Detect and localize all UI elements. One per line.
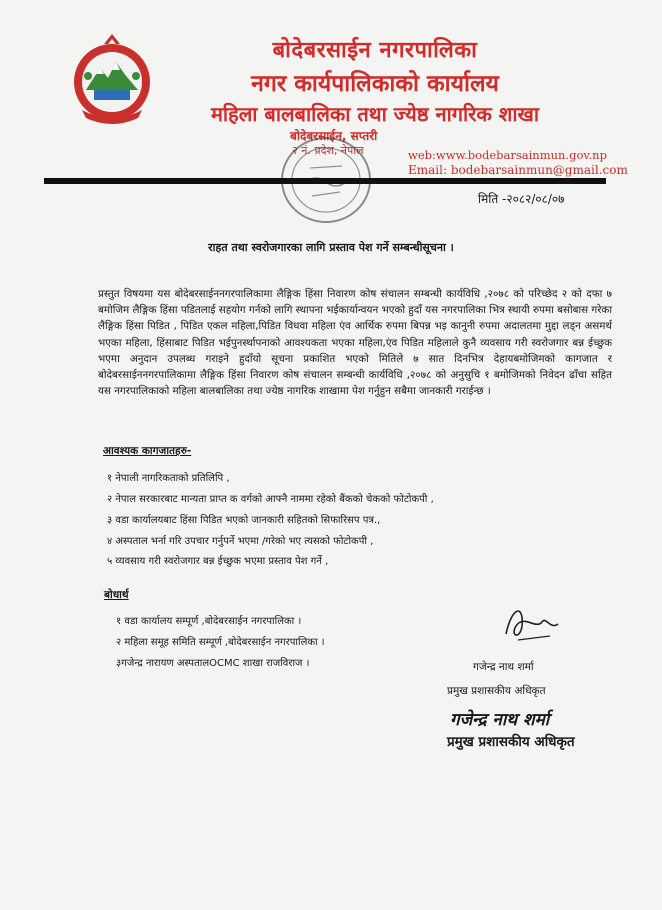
signatory-stamp-name: गजेन्द्र नाथ शर्मा bbox=[450, 710, 550, 730]
website-text: web:www.bodebarsainmun.gov.np bbox=[408, 148, 607, 162]
signatory-name: गजेन्द्र नाथ शर्मा bbox=[473, 661, 534, 673]
cc-item: १ वडा कार्यालय सम्पूर्ण ,बोदेबरसाईन नगरपालिका । bbox=[116, 616, 302, 627]
document-date: मिति -२०८२/०८/०७ bbox=[478, 192, 565, 206]
notice-body: प्रस्तुत विषयमा यस बोदेबरसाईननगरपालिकामा लैङ्गिक हिंसा निवारण कोष संचालन सम्बन्धी कार्यविधि ,२०७८ को परिच्छेद २ को दफा ७ बमोजिम लैङ्गिक हिंसा पडितलाई सहयोग गर्नको लागि स्थापना भईकार्यान्वयन भएको हुदाँ यस नगरपालिका भित्र स्थायी रुपमा बसोबास गरेका लैङ्गिक हिंसा पिडित , पिडित एकल महिला,पिडित विधवा महिला एंव आर्थिक रुपमा बिपन्न भइ कानुनी रुपमा अदालतमा मुद्दा लड्न असमर्थ भएका महिला, हिंसाबाट पिडित भईपुनर्स्थापनाको आवश्यकता भएका महिला,एंव पिडित महिलाले कुनै व्यवसाय गरी स्वरोजगार बन्न ईच्छुक भएमा अनुदान उपलब्ध गराइने हुदाँयो सूचना प्रकाशित भएको मितिले ७ सात दिनभित्र देहायबमोजिमको कागजात र बोदेबरसाईननगरपालिकामा लैङ्गिक हिंसा निवारण कोष संचालन सम्बन्धी कार्यविधि ,२०७८ को अनुसुचि १ बमोजिमको निवेदन ढाँचा सहित यस नगरपालिकाको महिला बालबालिका तथा ज्येष्ठ नागरिक शाखामा पेश गर्नुहुन सबैमा जानकारी गराईन्छ । bbox=[98, 288, 612, 398]
requirement-item: १ नेपाली नागरिकताको प्रतिलिपि , bbox=[107, 473, 230, 484]
notice-subject: राहत तथा स्वरोजगारका लागि प्रस्ताव पेश गर्ने सम्बन्धीसूचना । bbox=[208, 241, 454, 254]
requirement-item: ४ अस्पताल भर्ना गरि उपचार गर्नुपर्ने भएमा /गरेको भए त्यसको फोटोकपी , bbox=[107, 536, 374, 547]
cc-heading: बोधार्थ bbox=[104, 589, 129, 601]
office-name: नगर कार्यपालिकाको कार्यालय bbox=[251, 71, 499, 97]
header-divider bbox=[44, 178, 606, 184]
cc-item: २ महिला समूह समिति सम्पूर्ण ,बोदेबरसाईन नगरपालिका । bbox=[116, 637, 325, 648]
office-stamp bbox=[276, 122, 376, 232]
requirement-item: ५ व्यवसाय गरी स्वरोजगार बन्न ईच्छुक भएमा प्रस्ताव पेश गर्ने , bbox=[107, 556, 329, 567]
signatory-title: प्रमुख प्रशासकीय अधिकृत bbox=[447, 685, 546, 697]
nepal-emblem-logo bbox=[66, 30, 158, 130]
email-text: Email: bodebarsainmun@gmail.com bbox=[408, 163, 628, 177]
requirements-heading: आवश्यक कागजातहरु- bbox=[103, 445, 192, 457]
office-province: २ नं. प्रदेश, नेपाल bbox=[292, 144, 364, 157]
municipality-name: बोदेबरसाईन नगरपालिका bbox=[272, 38, 478, 63]
signature bbox=[498, 596, 566, 648]
office-address: बोदेबरसाईन, सप्तरी bbox=[290, 129, 378, 143]
cc-item: ३गजेन्द्र नारायण अस्पतालOCMC शाखा राजविराज । bbox=[116, 658, 310, 669]
requirement-item: २ नेपाल सरकारबाट मान्यता प्राप्त क वर्गको आफ्नै नाममा रहेको बैंकको चेकको फोटोकपी , bbox=[107, 494, 434, 505]
section-name: महिला बालबालिका तथा ज्येष्ठ नागरिक शाखा bbox=[210, 102, 540, 126]
signatory-stamp-title: प्रमुख प्रशासकीय अधिकृत bbox=[447, 734, 575, 750]
requirement-item: ३ वडा कार्यालयबाट हिंसा पिडित भएको जानकारी सहितको सिफारिसप पत्र., bbox=[107, 515, 381, 526]
